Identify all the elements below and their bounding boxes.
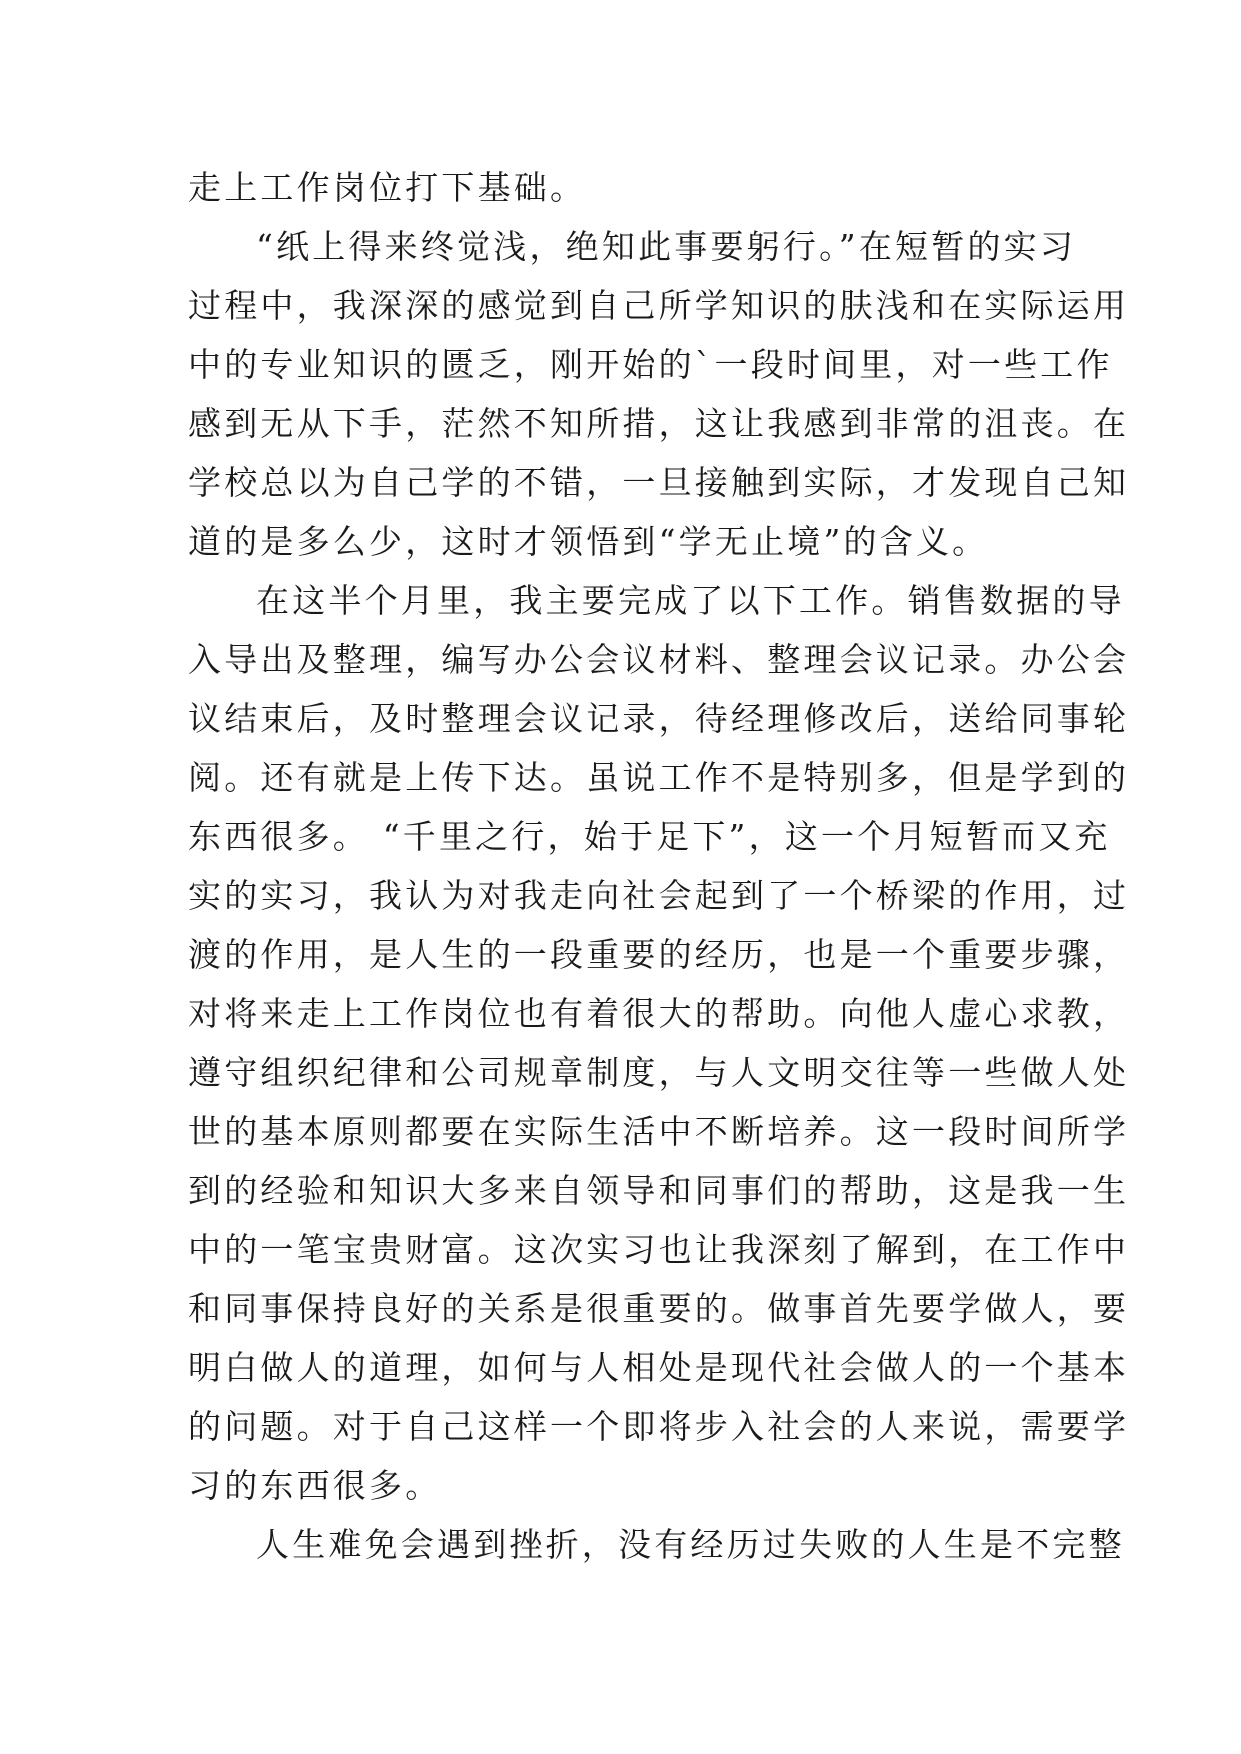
- text-line: 学校总以为自己学的不错，一旦接触到实际，才发现自己知: [188, 463, 1130, 502]
- text-line: 实的实习，我认为对我走向社会起到了一个桥梁的作用，过: [188, 876, 1130, 915]
- document-body: [188, 158, 1130, 1574]
- text-line: 道的是多么少，这时才领悟到“学无止境”的含义。: [188, 522, 989, 561]
- text-line: 人生难免会遇到挫折，没有经历过失败的人生是不完整: [256, 1525, 1125, 1564]
- text-line: 世的基本原则都要在实际生活中不断培养。这一段时间所学: [188, 1112, 1130, 1151]
- text-line: 对将来走上工作岗位也有着很大的帮助。向他人虚心求教，: [188, 994, 1130, 1033]
- text-line: 走上工作岗位打下基础。: [188, 168, 587, 207]
- text-line: 遵守组织纪律和公司规章制度，与人文明交往等一些做人处: [188, 1053, 1130, 1092]
- text-line: 中的专业知识的匮乏，刚开始的`一段时间里，对一些工作: [188, 345, 1113, 384]
- text-line: 中的一笔宝贵财富。这次实习也让我深刻了解到，在工作中: [188, 1230, 1130, 1269]
- text-line: 在这半个月里，我主要完成了以下工作。销售数据的导: [256, 581, 1125, 620]
- text-line: 到的经验和知识大多来自领导和同事们的帮助，这是我一生: [188, 1171, 1130, 1210]
- text-line: 和同事保持良好的关系是很重要的。做事首先要学做人，要: [188, 1289, 1130, 1328]
- text-line: 渡的作用，是人生的一段重要的经历，也是一个重要步骤，: [188, 935, 1130, 974]
- text-line: 明白做人的道理，如何与人相处是现代社会做人的一个基本: [188, 1348, 1130, 1387]
- text-line: 习的东西很多。: [188, 1466, 442, 1505]
- text-line: 感到无从下手，茫然不知所措，这让我感到非常的沮丧。在: [188, 404, 1130, 443]
- text-line: 过程中，我深深的感觉到自己所学知识的肤浅和在实际运用: [188, 286, 1130, 325]
- text-line: 东西很多。 “千里之行，始于足下”，这一个月短暂而又充: [188, 817, 1111, 856]
- text-line: 议结束后，及时整理会议记录，待经理修改后，送给同事轮: [188, 699, 1130, 738]
- text-line: 阅。还有就是上传下达。虽说工作不是特别多，但是学到的: [188, 758, 1130, 797]
- text-line: “纸上得来终觉浅，绝知此事要躬行。”在短暂的实习: [256, 227, 1077, 266]
- text-line: 入导出及整理，编写办公会议材料、整理会议记录。办公会: [188, 640, 1130, 679]
- text-line: 的问题。对于自己这样一个即将步入社会的人来说，需要学: [188, 1407, 1130, 1446]
